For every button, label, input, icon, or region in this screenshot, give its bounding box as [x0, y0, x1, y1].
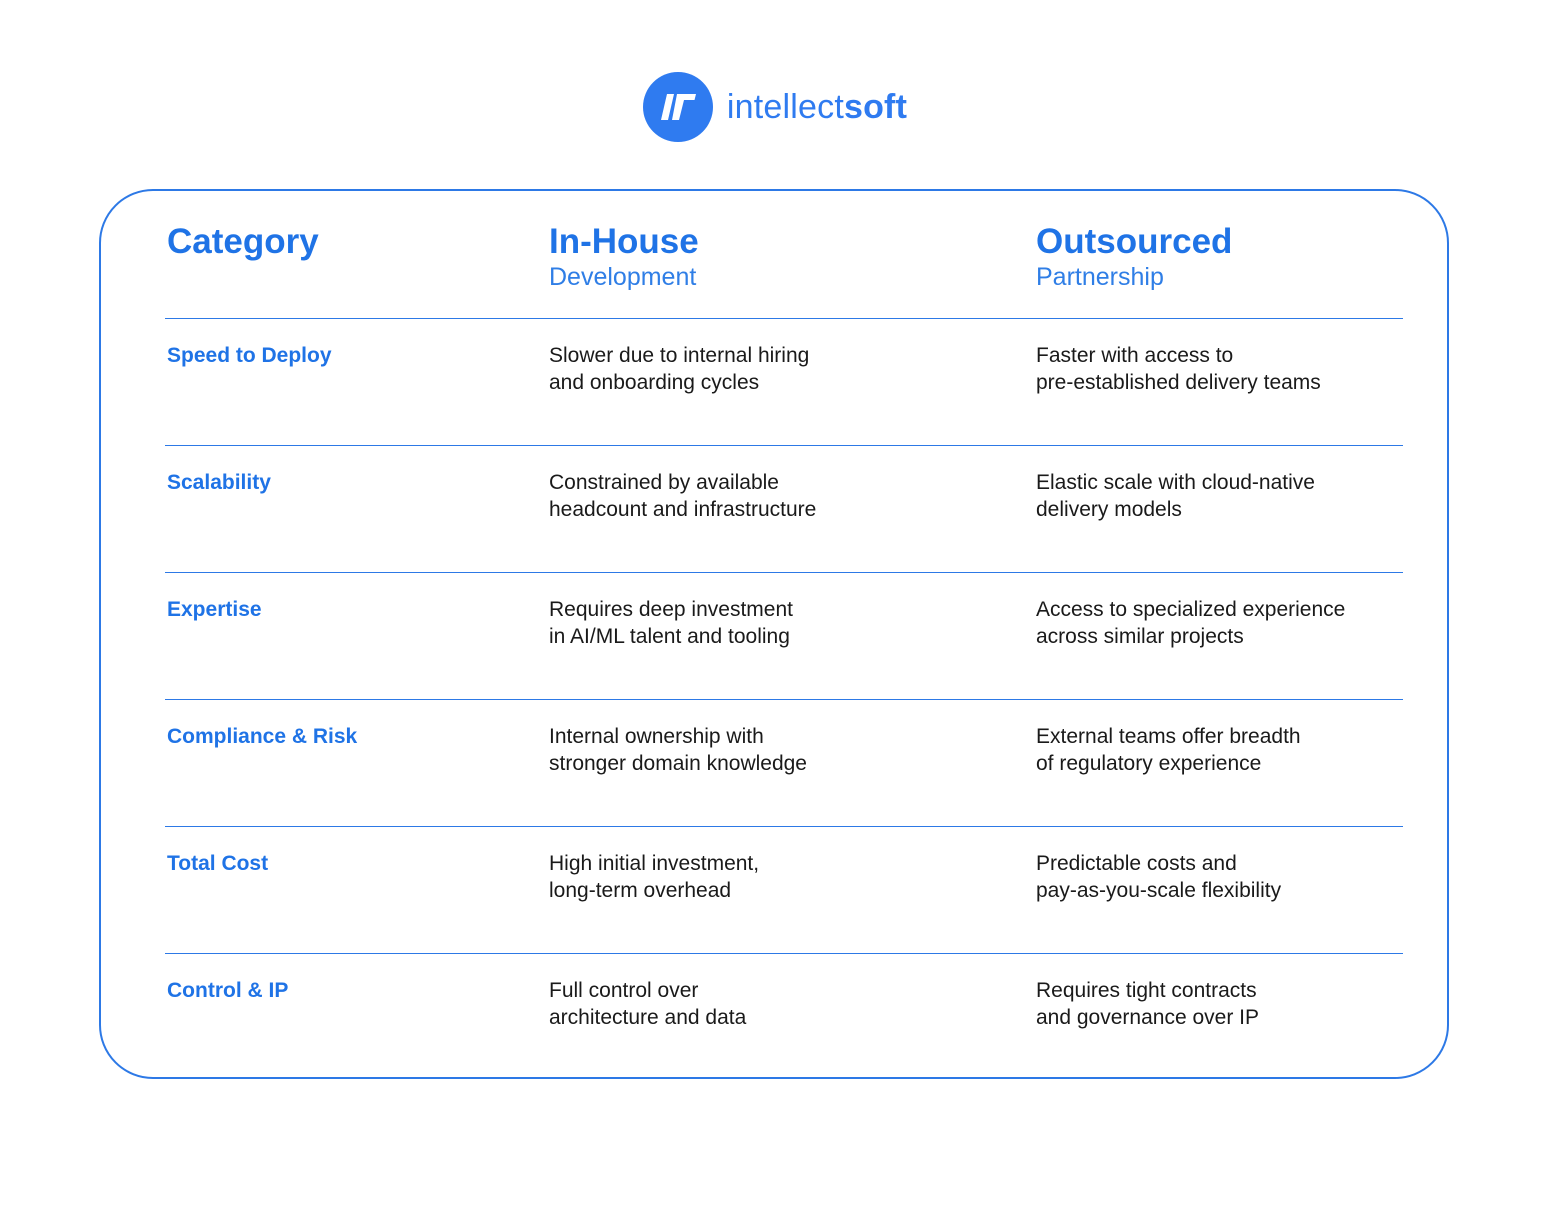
- header-category-title: Category: [167, 222, 319, 261]
- row-category-compliance-risk: Compliance & Risk: [167, 725, 358, 748]
- row-in-house-compliance-risk: Internal ownership with stronger domain knowledge: [549, 725, 807, 775]
- row-in-house-total-cost: High initial investment, long-term overhead: [549, 852, 760, 902]
- header-in-house-subtitle: Development: [549, 263, 697, 291]
- row-category-expertise: Expertise: [167, 598, 262, 621]
- row-category-control-ip: Control & IP: [167, 979, 289, 1002]
- row-outsourced-compliance-risk: External teams offer breadth of regulatory experience: [1036, 725, 1301, 775]
- header-outsourced-subtitle: Partnership: [1036, 263, 1164, 291]
- header-outsourced: [1036, 222, 1232, 318]
- row-in-house-expertise: Requires deep investment in AI/ML talent and tooling: [549, 598, 793, 648]
- header-category: [167, 222, 319, 318]
- row-outsourced-total-cost: Predictable costs and pay-as-you-scale flexibility: [1036, 852, 1282, 902]
- row-in-house-control-ip: Full control over architecture and data: [549, 979, 747, 1029]
- row-divider: [165, 572, 1403, 573]
- row-outsourced-speed-to-deploy: Faster with access to pre-established delivery teams: [1036, 344, 1321, 394]
- row-divider: [165, 826, 1403, 827]
- row-outsourced-expertise: Access to specialized experience across similar projects: [1036, 598, 1346, 648]
- row-divider: [165, 953, 1403, 954]
- row-divider: [165, 445, 1403, 446]
- brand-name-bold: soft: [843, 87, 908, 126]
- header-in-house: [549, 222, 699, 318]
- row-outsourced-control-ip: Requires tight contracts and governance over IP: [1036, 979, 1259, 1029]
- row-category-scalability: Scalability: [167, 471, 271, 494]
- header-outsourced-title: Outsourced: [1036, 222, 1233, 261]
- row-in-house-scalability: Constrained by available headcount and infrastructure: [549, 471, 817, 521]
- row-outsourced-scalability: Elastic scale with cloud-native delivery models: [1036, 471, 1315, 521]
- brand-name-light: intellect: [726, 87, 844, 126]
- header-in-house-title: In-House: [549, 222, 699, 261]
- brand-wordmark: [727, 88, 907, 127]
- row-divider: [165, 318, 1403, 319]
- intellectsoft-logo-icon: [643, 72, 713, 142]
- brand-logo: [0, 72, 1550, 142]
- row-category-total-cost: Total Cost: [167, 852, 269, 875]
- row-category-speed-to-deploy: Speed to Deploy: [167, 344, 332, 367]
- row-divider: [165, 699, 1403, 700]
- row-in-house-speed-to-deploy: Slower due to internal hiring and onboarding cycles: [549, 344, 810, 394]
